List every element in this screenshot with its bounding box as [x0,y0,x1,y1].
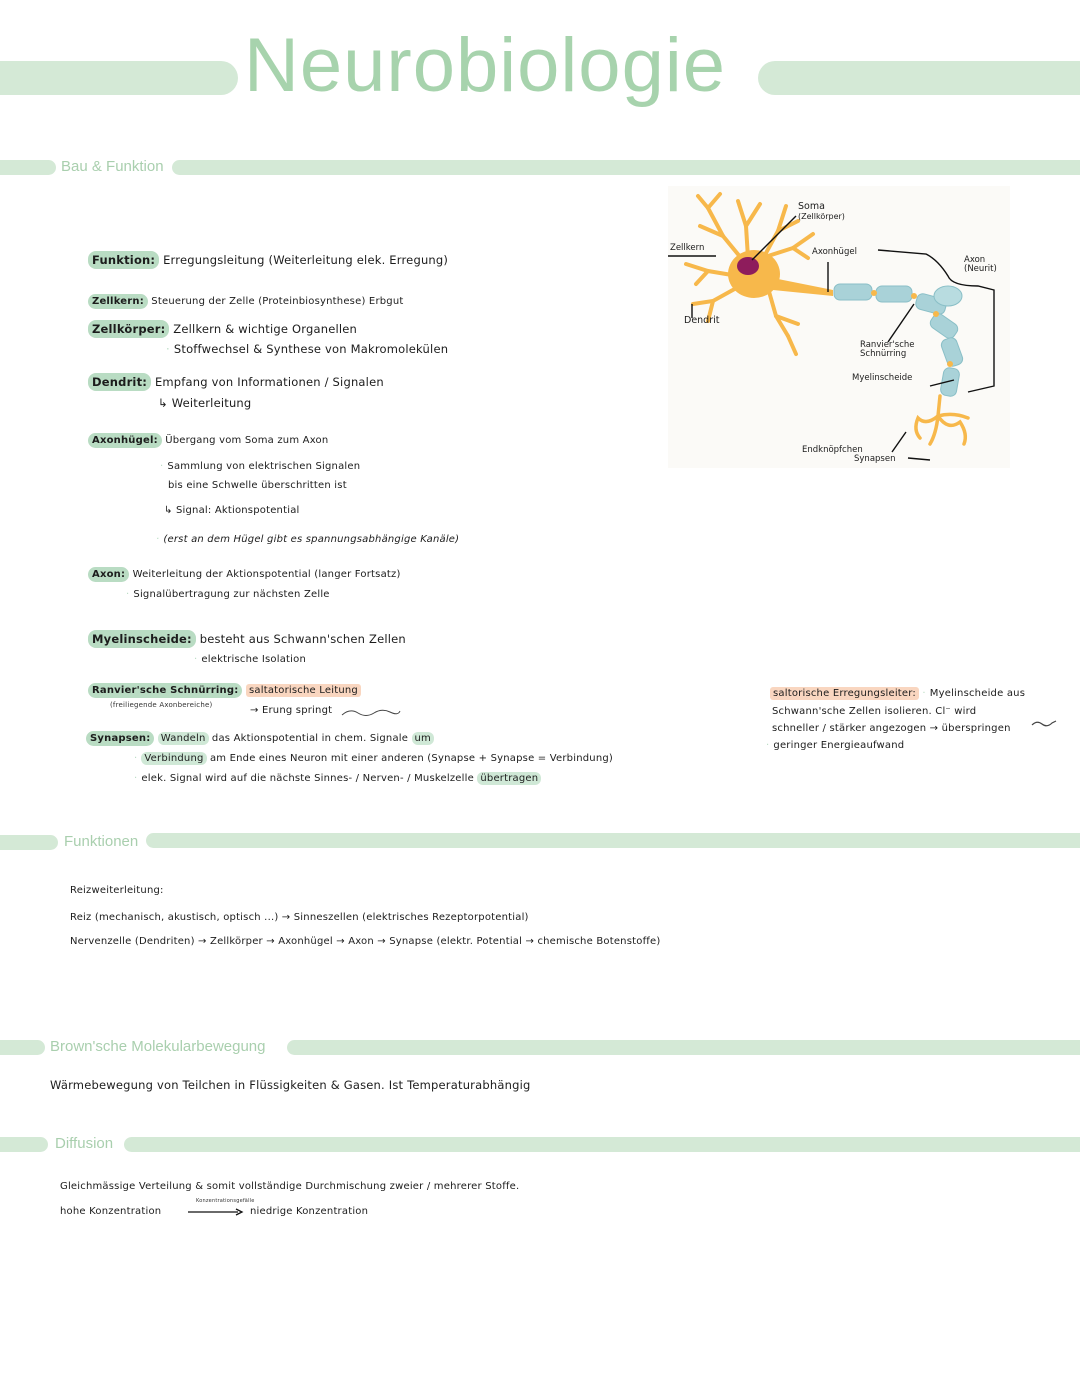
entry-axon [88,570,401,580]
title-banner-left [0,61,238,95]
axonhuegel-line2: · Sammlung von elektrischen Signalen [160,461,361,472]
title-banner-right [758,61,1080,95]
term-axonhuegel: Axonhügel: [88,433,162,448]
side-note-line1: saltorische Erregungsleiter: · Myelinscheide aus [770,689,1025,699]
term-synapsen: Synapsen: [86,731,154,746]
peach-highlight: saltatorische Leitung [246,684,361,697]
section-title-diffusion: Diffusion [55,1135,114,1152]
term-dendrit: Dendrit: [88,373,151,391]
green-highlight: übertragen [477,772,541,785]
definition: Erregungsleitung (Weiterleitung elek. Erregung) [163,253,449,267]
entry-dendrit [88,377,384,389]
term-zellkoerper: Zellkörper: [88,320,169,338]
label-axon: Axon (Neurit) [964,255,997,274]
diffusion-to: niedrige Konzentration [250,1206,369,1217]
myelinscheide-line2: · elektrische Isolation [194,654,306,665]
axon-line2: · Signalübertragung zur nächsten Zelle [126,589,330,600]
section-title-brownsche: Brown'sche Molekularbewegung [50,1038,266,1055]
section-banner-left [0,835,58,850]
entry-axonhuegel [88,436,328,446]
bullet-dot: · [922,688,926,699]
squiggle-wave-icon [1030,718,1058,728]
entry-myelinscheide [88,634,406,646]
neuron-diagram [668,186,1010,468]
section-banner-left [0,160,56,175]
synapsen-line3: · elek. Signal wird auf die nächste Sinnes- / Nerven- / Muskelzelle übertragen [134,774,541,784]
green-highlight: Wandeln [158,732,209,745]
axonhuegel-line3: bis eine Schwelle überschritten ist [168,480,347,491]
label-myelinscheide: Myelinscheide [852,373,913,383]
term-zellkern: Zellkern: [88,294,148,309]
ranvier-highlight [246,686,361,696]
axonhuegel-line5: · (erst an dem Hügel gibt es spannungsabhängige Kanäle) [156,534,460,545]
side-note-line2: Schwann'sche Zellen isolieren. Cl⁻ wird [772,706,977,717]
arrow-right-icon [188,1208,244,1216]
label-endknoepfchen: Endknöpfchen Synapsen [802,445,896,464]
section-banner-left [0,1137,48,1152]
diffusion-from: hohe Konzentration [60,1206,162,1217]
entry-synapsen: Synapsen: Wandeln das Aktionspotential in chem. Signale um [86,734,434,744]
bullet-dot: · [160,461,164,472]
entry-ranvier [88,686,242,696]
label-dendrit: Dendrit [684,315,720,326]
section-banner-right [287,1040,1080,1055]
entry-zellkoerper-line2: · Stoffwechsel & Synthese von Makromolekülen [166,342,449,356]
label-ranvier: Ranvier'sche Schnürring [860,340,915,359]
funktionen-line2: Nervenzelle (Dendriten) → Zellkörper → Axonhügel → Axon → Synapse (elektr. Potential → chemische Botenstoffe) [70,936,661,947]
green-highlight: Verbindung [141,752,206,765]
ranvier-line2: → Erung springt [250,705,333,716]
arrow-label: Konzentrationsgefälle [196,1198,255,1204]
funktionen-heading: Reizweiterleitung: [70,885,164,896]
axonhuegel-line4: ↳ Signal: Aktionspotential [164,505,300,516]
entry-zellkoerper [88,324,357,336]
entry-zellkern [88,297,404,307]
label-soma: Soma (Zellkörper) [798,201,845,221]
brownsche-text: Wärmebewegung von Teilchen in Flüssigkeiten & Gasen. Ist Temperaturabhängig [50,1078,531,1092]
page-title: Neurobiologie [244,23,726,108]
bullet-dot: · [134,753,138,764]
definition-line: Zellkern & wichtige Organellen [173,322,358,336]
peach-highlight: saltorische Erregungsleiter: [770,687,919,700]
bullet-dot: · [194,654,198,665]
entry-dendrit-line2: ↳ Weiterleitung [158,396,252,410]
bullet-dot: · [134,773,138,784]
definition-line: Übergang vom Soma zum Axon [165,435,329,446]
section-banner-right [146,833,1080,848]
section-title-funktionen: Funktionen [64,833,139,850]
term-ranvier: Ranvier'sche Schnürring: [88,683,242,698]
term-funktion: Funktion: [88,251,159,269]
bullet-dot: · [766,740,770,751]
definition-line: Weiterleitung der Aktionspotential (langer Fortsatz) [132,569,401,580]
bullet-dot: · [126,589,130,600]
ranvier-subnote: (freiliegende Axonbereiche) [110,701,213,709]
synapsen-line2: · Verbindung am Ende eines Neuron mit einer anderen (Synapse + Synapse = Verbindung) [134,753,614,764]
label-axonhuegel: Axonhügel [812,247,857,257]
section-banner-left [0,1040,45,1055]
label-zellkern: Zellkern [670,243,705,253]
bullet-dot: · [166,342,170,356]
neuron-illustration [668,186,1010,468]
entry-funktion [88,255,448,267]
definition-line: Empfang von Informationen / Signalen [154,375,384,389]
diffusion-line1: Gleichmässige Verteilung & somit vollständige Durchmischung zweier / mehrerer Stoffe. [60,1181,520,1192]
term-myelinscheide: Myelinscheide: [88,630,196,648]
squiggle-wave-icon [340,706,402,718]
side-note-line3: schneller / stärker angezogen → überspringen [772,723,1011,734]
section-banner-right [172,160,1080,175]
funktionen-line1: Reiz (mechanisch, akustisch, optisch ...) → Sinneszellen (elektrisches Rezeptorpotential) [70,912,529,923]
green-highlight: um [412,732,434,745]
side-note-line4: · geringer Energieaufwand [766,740,905,751]
bullet-dot: · [156,534,160,545]
definition-line: besteht aus Schwann'schen Zellen [199,632,406,646]
definition: Steuerung der Zelle (Proteinbiosynthese) Erbgut [151,296,404,307]
section-title-bau-funktion: Bau & Funktion [61,158,164,175]
term-axon: Axon: [88,567,129,582]
section-banner-right [124,1137,1080,1152]
